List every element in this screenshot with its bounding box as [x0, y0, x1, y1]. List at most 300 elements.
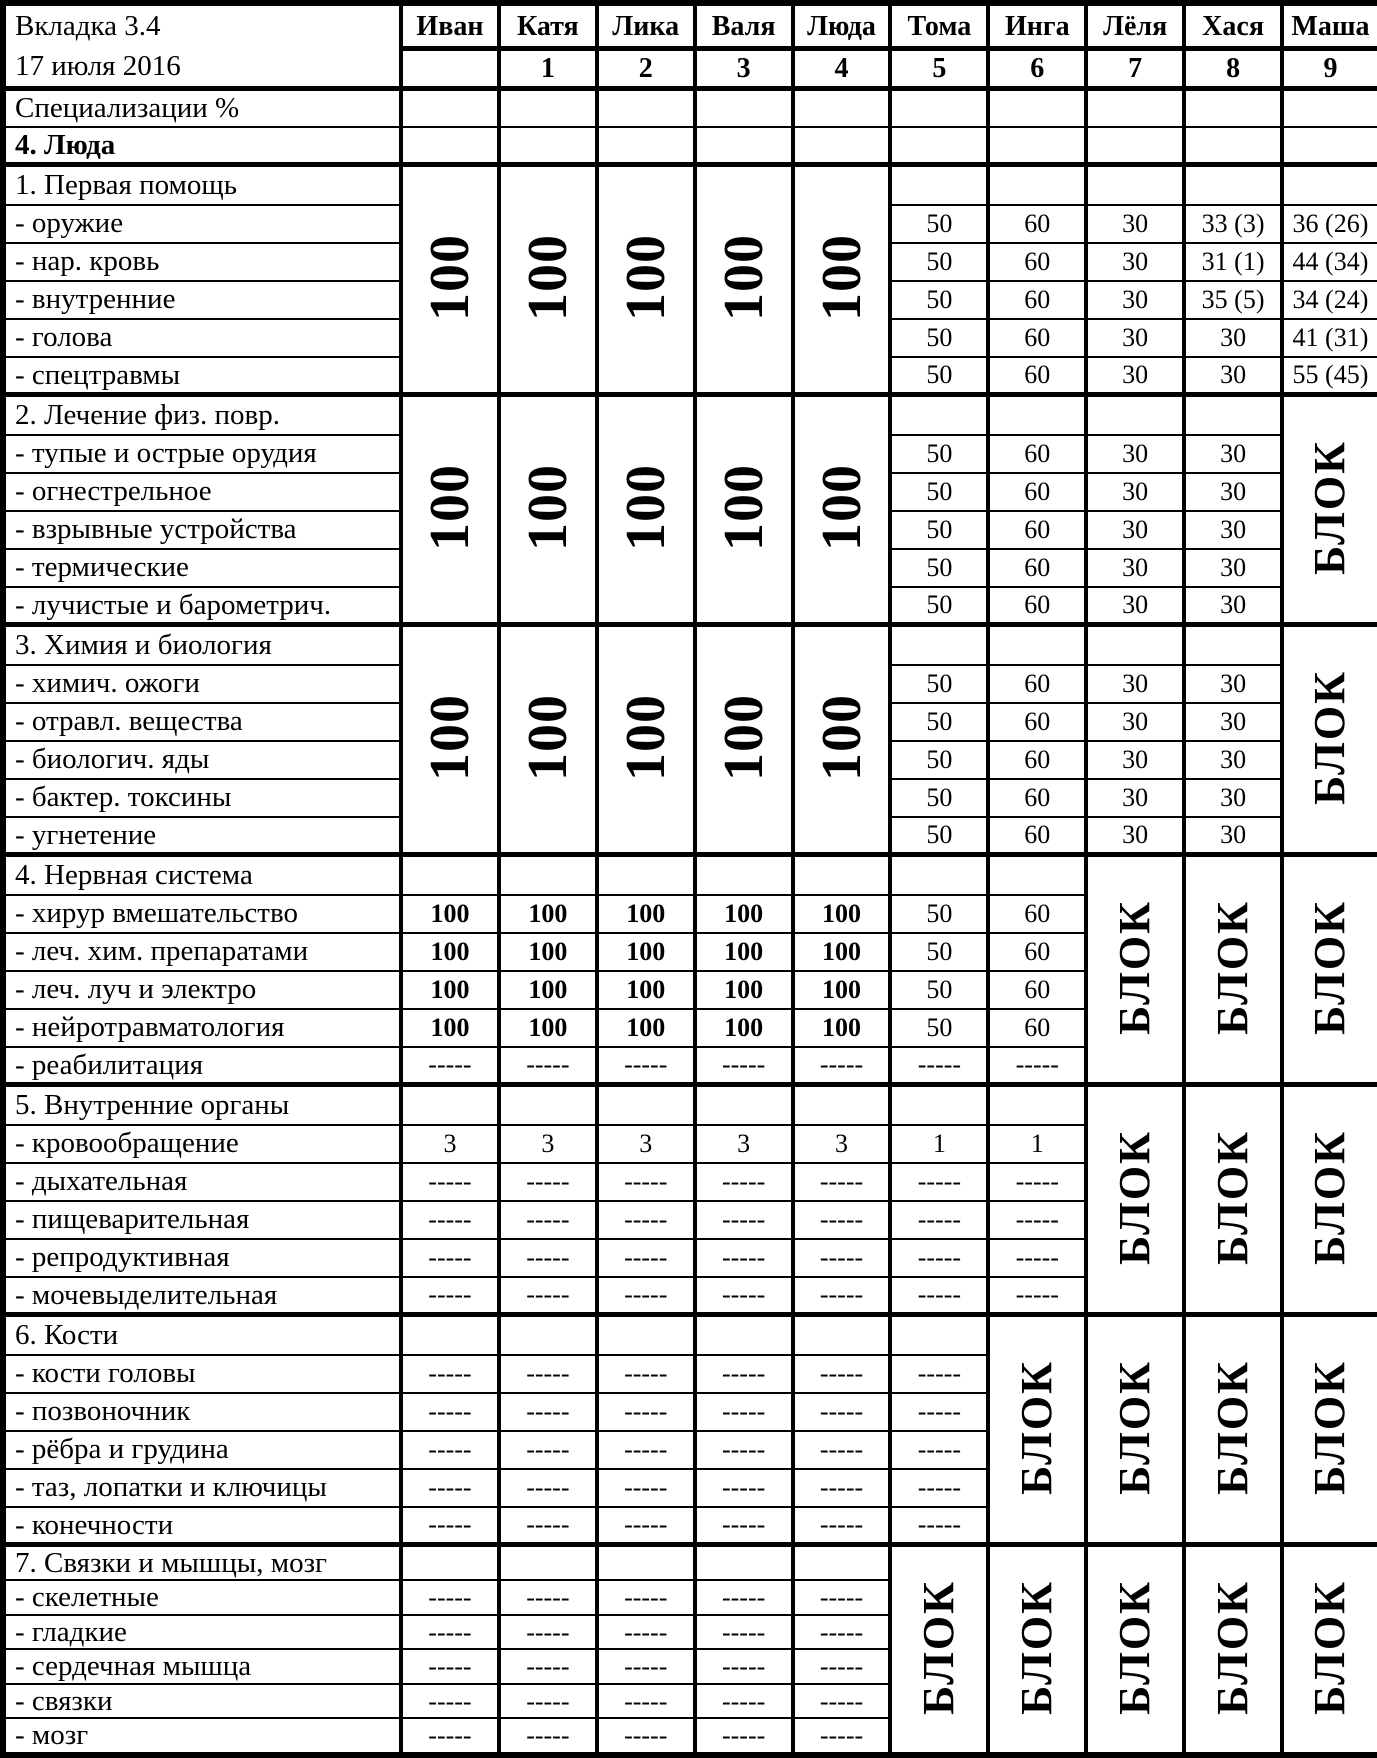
block-cell [1282, 1085, 1377, 1315]
value-cell: 30 [1086, 665, 1184, 703]
empty-cell [695, 89, 793, 127]
value-cell: 60 [988, 473, 1086, 511]
empty-cell [793, 127, 891, 165]
value-cell: ----- [597, 1047, 695, 1085]
merged-value-cell [793, 165, 891, 395]
merged-rotated-value: 100 [516, 463, 579, 551]
value-cell: 50 [890, 435, 988, 473]
value-cell: ----- [793, 1201, 891, 1239]
block-rotated-text: БЛОК [1208, 1579, 1258, 1715]
value-cell: 30 [1086, 817, 1184, 855]
empty-cell [890, 127, 988, 165]
value-cell: 30 [1086, 243, 1184, 281]
value-cell: 50 [890, 205, 988, 243]
section-title-cell: 7. Связки и мышцы, мозг [3, 1545, 401, 1581]
subheader-label-cell: 4. Люда [3, 127, 401, 165]
block-rotated-text: БЛОК [1012, 1359, 1062, 1495]
value-cell [1184, 625, 1282, 665]
value-cell: 60 [988, 817, 1086, 855]
value-cell: ----- [499, 1393, 597, 1431]
section-title-cell: 1. Первая помощь [3, 165, 401, 205]
value-cell: 30 [1086, 435, 1184, 473]
value-cell: ----- [695, 1469, 793, 1507]
block-cell [1086, 1315, 1184, 1545]
value-cell [890, 1085, 988, 1125]
merged-rotated-value: 100 [810, 463, 873, 551]
value-cell: 3 [401, 1125, 499, 1163]
merged-rotated-value: 100 [614, 693, 677, 781]
value-cell: ----- [695, 1201, 793, 1239]
sheet-title: Вкладка 3.4 [15, 10, 161, 42]
value-cell: ----- [695, 1163, 793, 1201]
value-cell: ----- [597, 1163, 695, 1201]
block-cell [988, 1315, 1086, 1545]
empty-cell [1184, 89, 1282, 127]
value-cell: 30 [1184, 549, 1282, 587]
value-cell [988, 625, 1086, 665]
value-cell [401, 1085, 499, 1125]
value-cell [793, 1085, 891, 1125]
row-label-cell: - биологич. яды [3, 741, 401, 779]
merged-value-cell [695, 625, 793, 855]
value-cell: ----- [793, 1163, 891, 1201]
value-cell: ----- [793, 1580, 891, 1614]
person-number-cell: 5 [890, 49, 988, 89]
value-cell: ----- [499, 1355, 597, 1393]
row-label-cell: - пищеварительная [3, 1201, 401, 1239]
person-number-cell: 3 [695, 49, 793, 89]
row-label-cell: - внутренние [3, 281, 401, 319]
row-label-cell: - взрывные устройства [3, 511, 401, 549]
value-cell [1086, 165, 1184, 205]
value-cell: ----- [890, 1469, 988, 1507]
value-cell: ----- [401, 1718, 499, 1755]
value-cell: 36 (26) [1282, 205, 1377, 243]
block-rotated-text: БЛОК [1305, 1359, 1355, 1495]
value-cell: 30 [1184, 703, 1282, 741]
person-name-cell: Катя [499, 3, 597, 49]
person-number-cell: 7 [1086, 49, 1184, 89]
section-title-cell: 3. Химия и биология [3, 625, 401, 665]
value-cell: 50 [890, 817, 988, 855]
row-label-cell: - отравл. вещества [3, 703, 401, 741]
value-cell: 55 (45) [1282, 357, 1377, 395]
value-cell: ----- [401, 1239, 499, 1277]
sheet-title-cell [3, 3, 401, 89]
value-cell: ----- [401, 1684, 499, 1718]
block-cell [1184, 1315, 1282, 1545]
empty-cell [401, 89, 499, 127]
value-cell: 3 [499, 1125, 597, 1163]
value-cell: ----- [401, 1047, 499, 1085]
value-cell: ----- [793, 1615, 891, 1649]
value-cell: 50 [890, 357, 988, 395]
merged-rotated-value: 100 [810, 233, 873, 321]
value-cell: 50 [890, 243, 988, 281]
value-cell: ----- [597, 1431, 695, 1469]
value-cell: 44 (34) [1282, 243, 1377, 281]
value-cell: 100 [695, 1009, 793, 1047]
value-cell: 60 [988, 933, 1086, 971]
merged-value-cell [695, 165, 793, 395]
value-cell: 60 [988, 549, 1086, 587]
value-cell: ----- [988, 1201, 1086, 1239]
value-cell: 100 [793, 933, 891, 971]
merged-rotated-value: 100 [418, 233, 481, 321]
block-rotated-text: БЛОК [1305, 1579, 1355, 1715]
person-name-cell: Лёля [1086, 3, 1184, 49]
row-label-cell: - лучистые и барометрич. [3, 587, 401, 625]
value-cell: ----- [401, 1469, 499, 1507]
row-label-cell: - нар. кровь [3, 243, 401, 281]
merged-value-cell [401, 165, 499, 395]
value-cell: 41 (31) [1282, 319, 1377, 357]
value-cell: 60 [988, 741, 1086, 779]
block-cell [1282, 395, 1377, 625]
merged-rotated-value: 100 [614, 463, 677, 551]
value-cell [1282, 165, 1377, 205]
row-label-cell: - голова [3, 319, 401, 357]
value-cell: ----- [695, 1239, 793, 1277]
empty-cell [499, 127, 597, 165]
value-cell: ----- [401, 1355, 499, 1393]
merged-value-cell [499, 625, 597, 855]
block-cell [1184, 1545, 1282, 1756]
value-cell [1184, 165, 1282, 205]
empty-cell [499, 89, 597, 127]
value-cell: 100 [695, 895, 793, 933]
row-label-cell: - огнестрельное [3, 473, 401, 511]
row-label-cell: - реабилитация [3, 1047, 401, 1085]
person-number-cell: 6 [988, 49, 1086, 89]
value-cell: 100 [597, 933, 695, 971]
value-cell: 60 [988, 779, 1086, 817]
value-cell: ----- [499, 1239, 597, 1277]
person-name-cell: Люда [793, 3, 891, 49]
value-cell: ----- [793, 1507, 891, 1545]
value-cell: 100 [695, 971, 793, 1009]
merged-rotated-value: 100 [712, 463, 775, 551]
block-rotated-text: БЛОК [1110, 899, 1160, 1035]
value-cell: 60 [988, 281, 1086, 319]
value-cell: ----- [499, 1507, 597, 1545]
value-cell: 50 [890, 895, 988, 933]
value-cell: ----- [988, 1163, 1086, 1201]
value-cell: ----- [597, 1277, 695, 1315]
value-cell: ----- [890, 1201, 988, 1239]
value-cell: 60 [988, 665, 1086, 703]
value-cell: 30 [1086, 319, 1184, 357]
value-cell [597, 855, 695, 895]
value-cell: ----- [890, 1239, 988, 1277]
value-cell: ----- [597, 1201, 695, 1239]
row-label-cell: - сердечная мышца [3, 1649, 401, 1683]
value-cell [695, 1545, 793, 1581]
subheader-label-cell: Специализации % [3, 89, 401, 127]
value-cell [1086, 625, 1184, 665]
block-cell [1086, 855, 1184, 1085]
value-cell: ----- [401, 1201, 499, 1239]
empty-cell [597, 127, 695, 165]
merged-value-cell [401, 395, 499, 625]
value-cell: ----- [401, 1580, 499, 1614]
value-cell: 50 [890, 665, 988, 703]
value-cell: ----- [499, 1615, 597, 1649]
section-title-cell: 6. Кости [3, 1315, 401, 1355]
block-cell [1086, 1545, 1184, 1756]
row-label-cell: - таз, лопатки и ключицы [3, 1469, 401, 1507]
value-cell: ----- [401, 1163, 499, 1201]
value-cell [499, 1085, 597, 1125]
person-name-cell: Иван [401, 3, 499, 49]
value-cell: 100 [401, 895, 499, 933]
value-cell: 100 [597, 971, 695, 1009]
empty-cell [1282, 89, 1377, 127]
merged-value-cell [597, 165, 695, 395]
value-cell [499, 1545, 597, 1581]
value-cell: 100 [597, 895, 695, 933]
value-cell [401, 855, 499, 895]
row-label-cell: - спецтравмы [3, 357, 401, 395]
empty-cell [1282, 127, 1377, 165]
value-cell [695, 1315, 793, 1355]
merged-rotated-value: 100 [418, 693, 481, 781]
block-rotated-text: БЛОК [1305, 439, 1355, 575]
merged-rotated-value: 100 [516, 233, 579, 321]
value-cell: 30 [1086, 357, 1184, 395]
block-cell [1086, 1085, 1184, 1315]
value-cell [401, 1545, 499, 1581]
value-cell: ----- [499, 1047, 597, 1085]
merged-rotated-value: 100 [810, 693, 873, 781]
value-cell: 100 [793, 971, 891, 1009]
block-rotated-text: БЛОК [1208, 1359, 1258, 1495]
block-rotated-text: БЛОК [1110, 1129, 1160, 1265]
value-cell: 30 [1086, 511, 1184, 549]
value-cell: 30 [1086, 741, 1184, 779]
value-cell: ----- [597, 1393, 695, 1431]
merged-rotated-value: 100 [418, 463, 481, 551]
value-cell: 100 [401, 933, 499, 971]
value-cell: 60 [988, 435, 1086, 473]
row-label-cell: - нейротравматология [3, 1009, 401, 1047]
section-title-cell: 5. Внутренние органы [3, 1085, 401, 1125]
value-cell: 33 (3) [1184, 205, 1282, 243]
value-cell: ----- [401, 1277, 499, 1315]
row-label-cell: - позвоночник [3, 1393, 401, 1431]
value-cell: 50 [890, 971, 988, 1009]
value-cell: 100 [793, 895, 891, 933]
row-label-cell: - бактер. токсины [3, 779, 401, 817]
value-cell: ----- [401, 1393, 499, 1431]
value-cell [988, 395, 1086, 435]
value-cell: 1 [988, 1125, 1086, 1163]
value-cell: 30 [1184, 473, 1282, 511]
value-cell: 50 [890, 587, 988, 625]
value-cell: 50 [890, 549, 988, 587]
merged-value-cell [597, 625, 695, 855]
person-name-cell: Маша [1282, 3, 1377, 49]
block-rotated-text: БЛОК [1208, 899, 1258, 1035]
person-number-cell: 1 [499, 49, 597, 89]
value-cell: 35 (5) [1184, 281, 1282, 319]
block-rotated-text: БЛОК [1305, 899, 1355, 1035]
value-cell: 60 [988, 895, 1086, 933]
value-cell [988, 165, 1086, 205]
row-label-cell: - термические [3, 549, 401, 587]
value-cell: ----- [597, 1649, 695, 1683]
empty-cell [988, 89, 1086, 127]
value-cell: ----- [890, 1393, 988, 1431]
person-number-cell: 9 [1282, 49, 1377, 89]
value-cell: ----- [499, 1684, 597, 1718]
value-cell: ----- [695, 1684, 793, 1718]
block-rotated-text: БЛОК [1305, 669, 1355, 805]
value-cell: ----- [695, 1277, 793, 1315]
value-cell [793, 1315, 891, 1355]
block-cell [1282, 855, 1377, 1085]
value-cell: ----- [499, 1718, 597, 1755]
value-cell: 50 [890, 1009, 988, 1047]
person-number-cell: 8 [1184, 49, 1282, 89]
person-name-cell: Тома [890, 3, 988, 49]
value-cell: ----- [597, 1355, 695, 1393]
sheet-date: 17 июля 2016 [15, 50, 181, 82]
value-cell: 30 [1086, 549, 1184, 587]
value-cell: 30 [1086, 703, 1184, 741]
row-label-cell: - кости головы [3, 1355, 401, 1393]
value-cell: 50 [890, 511, 988, 549]
value-cell: ----- [793, 1393, 891, 1431]
row-label-cell: - репродуктивная [3, 1239, 401, 1277]
value-cell: 30 [1086, 205, 1184, 243]
value-cell: ----- [499, 1469, 597, 1507]
value-cell: ----- [793, 1355, 891, 1393]
value-cell: ----- [499, 1201, 597, 1239]
row-label-cell: - тупые и острые орудия [3, 435, 401, 473]
value-cell: ----- [890, 1355, 988, 1393]
empty-cell [1184, 127, 1282, 165]
value-cell: ----- [695, 1393, 793, 1431]
merged-value-cell [793, 395, 891, 625]
merged-value-cell [499, 395, 597, 625]
value-cell: ----- [695, 1615, 793, 1649]
block-cell [1282, 625, 1377, 855]
value-cell: 3 [695, 1125, 793, 1163]
value-cell: ----- [988, 1047, 1086, 1085]
block-cell [1184, 855, 1282, 1085]
value-cell: 30 [1184, 435, 1282, 473]
person-number-cell: 4 [793, 49, 891, 89]
value-cell: 60 [988, 703, 1086, 741]
value-cell: ----- [890, 1163, 988, 1201]
row-label-cell: - гладкие [3, 1615, 401, 1649]
value-cell: 100 [695, 933, 793, 971]
merged-value-cell [499, 165, 597, 395]
value-cell: 50 [890, 703, 988, 741]
value-cell: ----- [597, 1507, 695, 1545]
value-cell: ----- [597, 1615, 695, 1649]
person-number-cell [401, 49, 499, 89]
value-cell: ----- [793, 1649, 891, 1683]
row-label-cell: - дыхательная [3, 1163, 401, 1201]
value-cell [890, 625, 988, 665]
block-rotated-text: БЛОК [914, 1579, 964, 1715]
row-label-cell: - конечности [3, 1507, 401, 1545]
value-cell: ----- [695, 1507, 793, 1545]
value-cell [695, 1085, 793, 1125]
block-cell [890, 1545, 988, 1756]
person-name-cell: Валя [695, 3, 793, 49]
value-cell [499, 855, 597, 895]
row-label-cell: - мочевыделительная [3, 1277, 401, 1315]
person-name-cell: Инга [988, 3, 1086, 49]
merged-rotated-value: 100 [614, 233, 677, 321]
value-cell: ----- [401, 1431, 499, 1469]
block-rotated-text: БЛОК [1110, 1579, 1160, 1715]
value-cell: ----- [597, 1684, 695, 1718]
value-cell: ----- [695, 1580, 793, 1614]
value-cell: 60 [988, 1009, 1086, 1047]
value-cell [988, 855, 1086, 895]
value-cell: 100 [401, 971, 499, 1009]
value-cell: ----- [499, 1163, 597, 1201]
value-cell: ----- [499, 1649, 597, 1683]
merged-rotated-value: 100 [516, 693, 579, 781]
value-cell: ----- [499, 1431, 597, 1469]
value-cell: ----- [695, 1047, 793, 1085]
value-cell [597, 1545, 695, 1581]
value-cell: ----- [793, 1047, 891, 1085]
row-label-cell: - химич. ожоги [3, 665, 401, 703]
value-cell [695, 855, 793, 895]
empty-cell [695, 127, 793, 165]
value-cell [890, 855, 988, 895]
row-label-cell: - кровообращение [3, 1125, 401, 1163]
value-cell: 30 [1086, 473, 1184, 511]
value-cell: 3 [597, 1125, 695, 1163]
block-rotated-text: БЛОК [1110, 1359, 1160, 1495]
value-cell [597, 1085, 695, 1125]
value-cell: 3 [793, 1125, 891, 1163]
value-cell: 30 [1184, 319, 1282, 357]
empty-cell [793, 89, 891, 127]
merged-value-cell [695, 395, 793, 625]
value-cell: 60 [988, 357, 1086, 395]
value-cell [890, 395, 988, 435]
person-name-cell: Лика [597, 3, 695, 49]
value-cell: ----- [499, 1277, 597, 1315]
merged-value-cell [401, 625, 499, 855]
merged-rotated-value: 100 [712, 693, 775, 781]
value-cell [890, 1315, 988, 1355]
value-cell: 50 [890, 281, 988, 319]
value-cell: 30 [1184, 357, 1282, 395]
value-cell: 50 [890, 933, 988, 971]
value-cell [988, 1085, 1086, 1125]
value-cell: 100 [499, 895, 597, 933]
value-cell: ----- [890, 1507, 988, 1545]
value-cell: ----- [597, 1469, 695, 1507]
value-cell: 60 [988, 511, 1086, 549]
value-cell: ----- [401, 1507, 499, 1545]
table-body [3, 3, 1377, 1755]
row-label-cell: - хирур вмешательство [3, 895, 401, 933]
value-cell: ----- [890, 1277, 988, 1315]
value-cell: 100 [401, 1009, 499, 1047]
row-label-cell: - оружие [3, 205, 401, 243]
empty-cell [1086, 89, 1184, 127]
